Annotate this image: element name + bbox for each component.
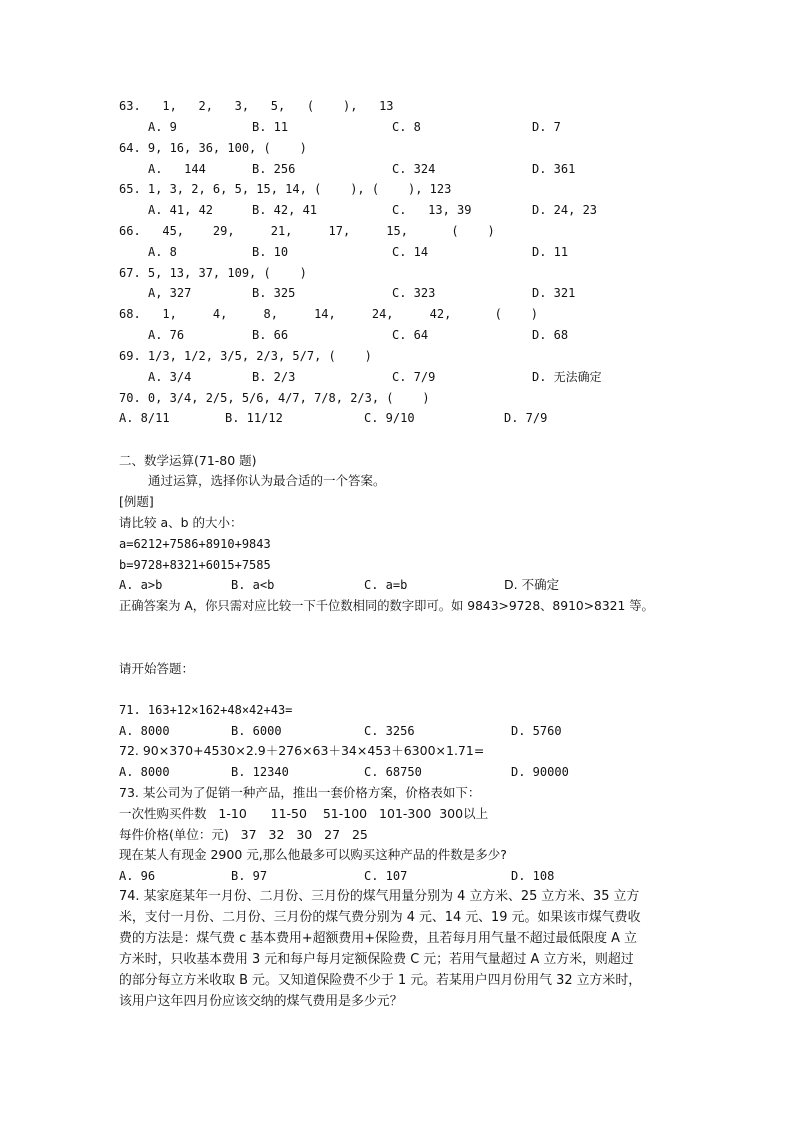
q73-price-row-price: 每件价格(单位：元) 37 32 30 27 25 <box>119 827 368 842</box>
q74-line-6: 该用户这年四月份应该交纳的煤气费用是多少元？ <box>119 994 403 1009</box>
q68-option-b: B. 66 <box>252 328 289 342</box>
q74-line-5: 的部分每立方米收取 B 元。又知道保险费不少于 1 元。若某用户四月份用气 32 立方米时， <box>119 973 642 988</box>
q73-stem: 73. 某公司为了促销一种产品，推出一套价格方案，价格表如下： <box>119 785 481 800</box>
q68-option-c: C. 64 <box>392 328 429 342</box>
example-option-b: B. a<b <box>231 578 275 592</box>
section2-instruction: 通过运算，选择你认为最合适的一个答案。 <box>148 473 386 488</box>
q63-option-c: C. 8 <box>392 120 421 134</box>
example-option-d: D. 不确定 <box>504 577 560 592</box>
q69-option-b: B. 2/3 <box>252 370 296 384</box>
q69-option-a: A. 3/4 <box>148 370 192 384</box>
q70-option-d: D. 7/9 <box>504 411 548 425</box>
q71-option-a: A. 8000 <box>119 724 170 738</box>
q66-option-a: A. 8 <box>148 245 177 259</box>
q66-option-c: C. 14 <box>392 245 429 259</box>
q74-line-2: 米，支付一月份、二月份、三月份的煤气费分别为 4 元、14 元、19 元。如果该市煤气费收 <box>119 910 641 925</box>
q70-option-a: A. 8/11 <box>119 411 170 425</box>
q63-stem: 63. 1, 2, 3, 5, ( ), 13 <box>119 99 394 113</box>
q68-stem: 68. 1, 4, 8, 14, 24, 42, ( ) <box>119 307 539 321</box>
q73-option-d: D. 108 <box>511 869 555 883</box>
q64-option-b: B. 256 <box>252 162 296 176</box>
q66-option-b: B. 10 <box>252 245 289 259</box>
q69-stem: 69. 1/3, 1/2, 3/5, 2/3, 5/7, ( ) <box>119 349 372 363</box>
q73-price-row-quantity: 一次性购买件数 1-10 11-50 51-100 101-300 300以上 <box>119 806 489 821</box>
q67-option-a: A, 327 <box>148 286 192 300</box>
q71-option-c: C. 3256 <box>364 724 415 738</box>
q70-option-c: C. 9/10 <box>364 411 415 425</box>
q68-option-d: D. 68 <box>532 328 569 342</box>
example-expression-b: b=9728+8321+6015+7585 <box>119 558 271 572</box>
q73-option-c: C. 107 <box>364 869 408 883</box>
example-option-a: A. a>b <box>119 578 163 592</box>
q64-option-c: C. 324 <box>392 162 436 176</box>
q67-option-d: D. 321 <box>532 286 576 300</box>
q71-option-d: D. 5760 <box>511 724 562 738</box>
q65-stem: 65. 1, 3, 2, 6, 5, 15, 14, ( ), ( ), 123 <box>119 182 452 196</box>
q64-stem: 64. 9, 16, 36, 100, ( ) <box>119 141 307 155</box>
q63-option-d: D. 7 <box>532 120 561 134</box>
q63-option-a: A. 9 <box>148 120 177 134</box>
q72-option-b: B. 12340 <box>231 765 289 779</box>
q72-option-d: D. 90000 <box>511 765 569 779</box>
q72-option-c: C. 68750 <box>364 765 422 779</box>
q67-stem: 67. 5, 13, 37, 109, ( ) <box>119 266 307 280</box>
q68-option-a: A. 76 <box>148 328 185 342</box>
q64-option-d: D. 361 <box>532 162 576 176</box>
q72-stem: 72. 90×370+4530×2.9＋276×63＋34×453＋6300×1.71= <box>119 743 485 758</box>
example-option-c: C. a=b <box>364 578 408 592</box>
q73-option-b: B. 97 <box>231 869 268 883</box>
q74-line-4: 方米时，只收基本费用 3 元和每户每月定额保险费 C 元；若用气量超过 A 立方米，则超过 <box>119 952 634 967</box>
q66-stem: 66. 45, 29, 21, 17, 15, ( ) <box>119 224 495 238</box>
q69-option-d: D. 无法确定 <box>532 370 602 384</box>
q65-option-b: B. 42, 41 <box>252 203 318 217</box>
q64-option-a: A. 144 <box>148 162 206 176</box>
q65-option-d: D. 24, 23 <box>532 203 598 217</box>
q69-option-c: C. 7/9 <box>392 370 436 384</box>
example-answer: 正确答案为 A，你只需对应比较一下千位数相同的数字即可。如 9843>9728、8910>8321 等。 <box>119 599 654 613</box>
q65-option-a: A. 41, 42 <box>148 203 214 217</box>
q66-option-d: D. 11 <box>532 245 569 259</box>
q70-stem: 70. 0, 3/4, 2/5, 5/6, 4/7, 7/8, 2/3, ( ) <box>119 391 430 405</box>
q71-option-b: B. 6000 <box>231 724 282 738</box>
q73-question: 现在某人有现金 2900 元,那么他最多可以购买这种产品的件数是多少? <box>119 847 507 862</box>
q74-line-1: 74. 某家庭某年一月份、二月份、三月份的煤气用量分别为 4 立方米、25 立方米、35 立方 <box>119 889 640 904</box>
q67-option-b: B. 325 <box>252 286 296 300</box>
q67-option-c: C. 323 <box>392 286 436 300</box>
q73-option-a: A. 96 <box>119 869 156 883</box>
start-prompt: 请开始答题： <box>119 661 195 676</box>
section2-heading: 二、数学运算(71-80 题) <box>119 453 257 468</box>
q74-line-3: 费的方法是：煤气费 c 基本费用+超额费用+保险费，且若每月用气量不超过最低限度 A 立 <box>119 931 637 946</box>
q70-option-b: B. 11/12 <box>225 411 283 425</box>
q65-option-c: C. 13, 39 <box>392 203 472 217</box>
example-label: [例题] <box>119 494 154 509</box>
q71-stem: 71. 163+12×162+48×42+43= <box>119 703 293 717</box>
q72-option-a: A. 8000 <box>119 765 170 779</box>
example-expression-a: a=6212+7586+8910+9843 <box>119 537 271 551</box>
q63-option-b: B. 11 <box>252 120 289 134</box>
example-question: 请比较 a、b 的大小： <box>119 515 243 530</box>
